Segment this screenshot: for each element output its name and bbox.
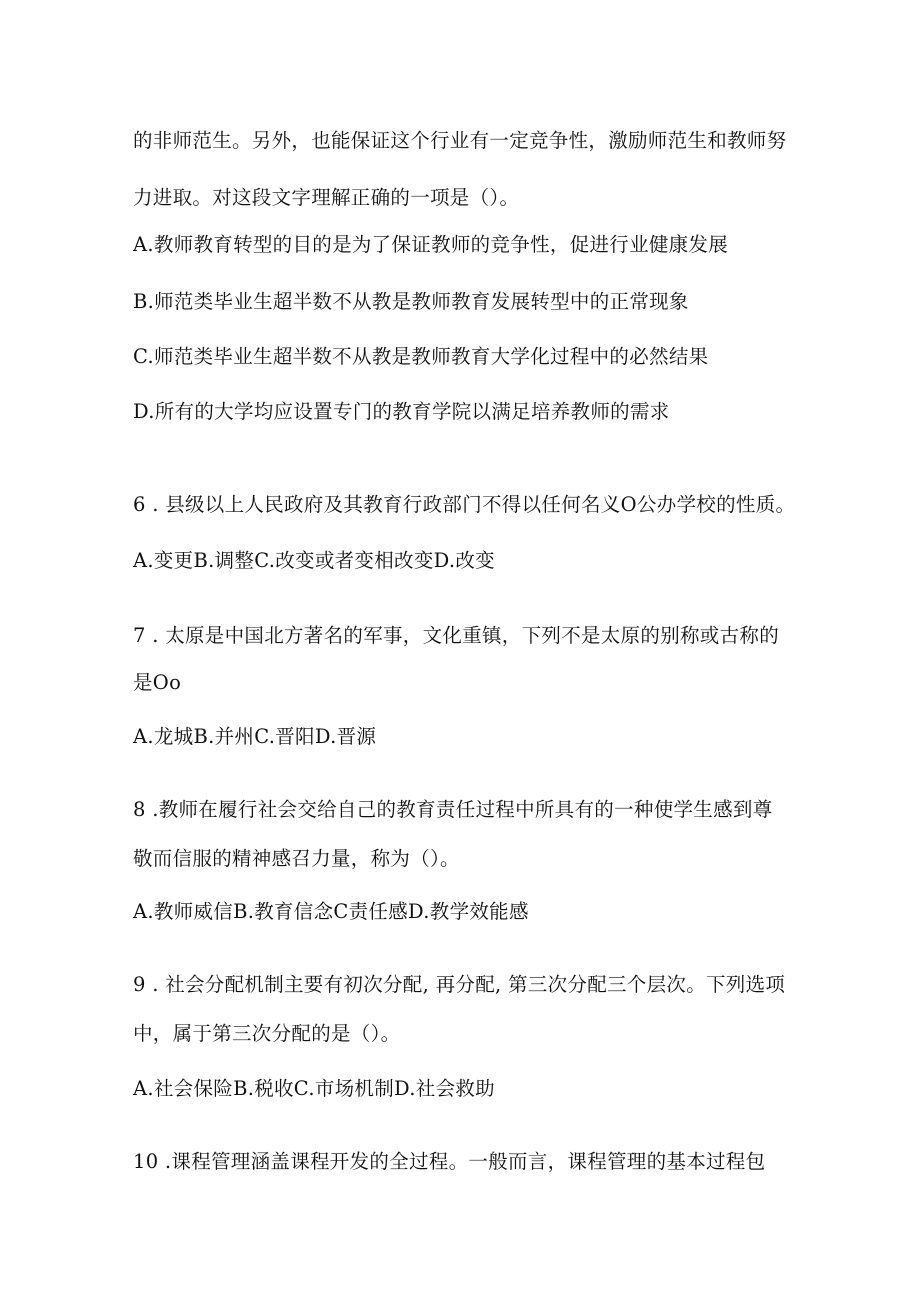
q8-stem-line-2: 敬而信服的精神感召力量，称为（）。	[133, 847, 460, 870]
q5-option-b: B.师范类毕业生超半数不从教是教师教育发展转型中的正常现象	[133, 290, 689, 313]
q7-options: A.龙城B.并州C.晋阳D.晋源	[133, 725, 377, 748]
q9-options: A.社会保险B.税收C.市场机制D.社会救助	[133, 1077, 495, 1100]
q9-stem-line-1: 9 . 社会分配机制主要有初次分配, 再分配, 第三次分配三个层次。下列选项	[133, 973, 786, 996]
q6-options: A.变更B.调整C.改变或者变相改变D.改变	[133, 549, 495, 572]
q5-option-a: A.教师教育转型的目的是为了保证教师的竞争性，促进行业健康发展	[133, 233, 729, 256]
q5-option-d: D.所有的大学均应设置专门的教育学院以满足培养教师的需求	[133, 400, 670, 423]
q5-option-c: C.师范类毕业生超半数不从教是教师教育大学化过程中的必然结果	[133, 345, 709, 368]
q6-stem: 6 . 县级以上人民政府及其教育行政部门不得以任何名义O公办学校的性质。	[133, 493, 796, 516]
q7-stem-line-1: 7 . 太原是中国北方著名的军事，文化重镇，下列不是太原的别称或古称的	[133, 624, 780, 647]
q8-options: A.教师威信B.教育信念C责任感D.教学效能感	[133, 900, 529, 923]
q8-stem-line-1: 8 .教师在履行社会交给自己的教育责任过程中所具有的一种使学生感到尊	[133, 798, 773, 821]
q9-stem-line-2: 中，属于第三次分配的是（）。	[133, 1022, 401, 1045]
q10-stem-line-1: 10 .课程管理涵盖课程开发的全过程。一般而言，课程管理的基本过程包	[133, 1150, 766, 1173]
passage-line-2: 力进取。对这段文字理解正确的一项是（）。	[133, 186, 520, 209]
passage-line-1: 的非师范生。另外，也能保证这个行业有一定竞争性，激励师范生和教师努	[133, 129, 787, 152]
q7-stem-line-2: 是Oo	[133, 671, 182, 694]
